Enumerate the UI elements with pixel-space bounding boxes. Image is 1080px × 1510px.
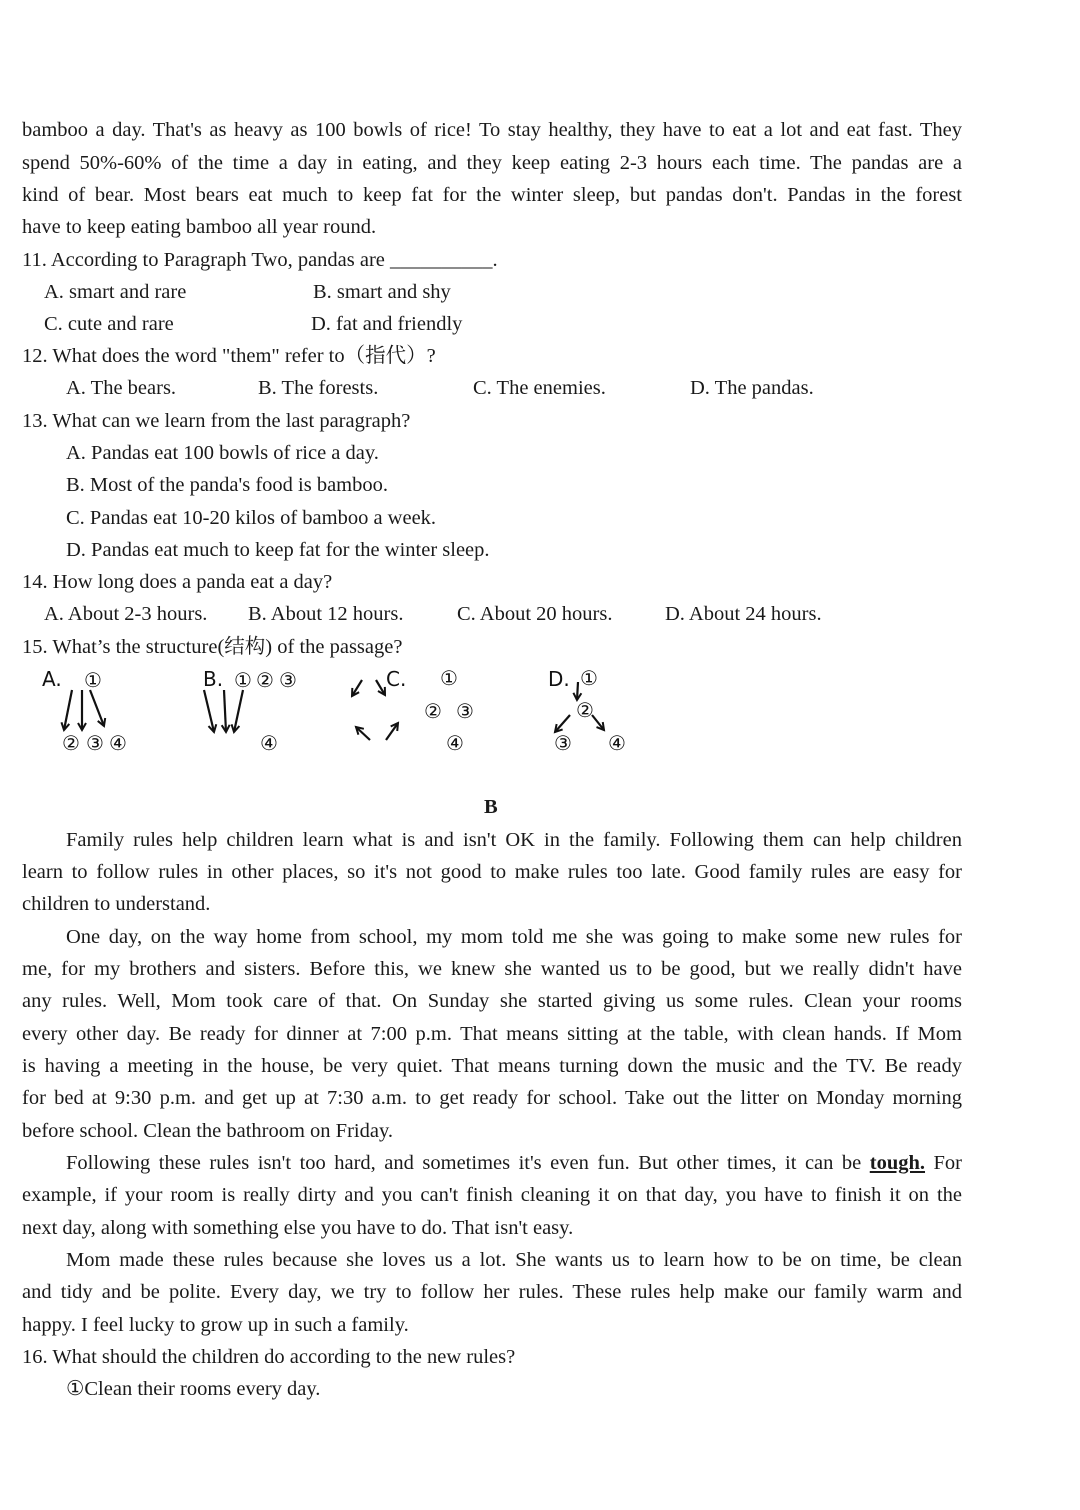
- text-line: before school. Clean the bathroom on Friday.: [22, 1120, 393, 1142]
- text-line: next day, along with something else you have to do. That isn't easy.: [22, 1217, 574, 1239]
- text-line: every other day. Be ready for dinner at 7:00 p.m. That means sitting at the table, with clean hands. If Mom: [22, 1023, 962, 1045]
- option: A. About 2-3 hours.: [44, 603, 208, 625]
- option: A. smart and rare: [44, 281, 187, 303]
- text-run: Following these rules isn't too hard, and sometimes it's even fun. But other times, it can be: [66, 1152, 870, 1174]
- node: ①: [440, 666, 458, 690]
- node: ③: [279, 668, 297, 692]
- text-line: example, if your room is really dirty and you can't finish cleaning it on that day, you have to finish it on the: [22, 1184, 962, 1206]
- text-line: children to understand.: [22, 893, 211, 915]
- text-line: is having a meeting in the house, be very quiet. That means turning down the music and the TV. Be ready: [22, 1055, 962, 1077]
- structure-diagrams: [0, 660, 700, 760]
- text-line: and tidy and be polite. Every day, we try to follow her rules. These rules help make our family warm and: [22, 1281, 962, 1303]
- text-line: spend 50%-60% of the time a day in eating, and they keep eating 2-3 hours each time. The pandas are a: [22, 152, 962, 174]
- text-line: for bed at 9:30 p.m. and get up at 7:30 a.m. to get ready for school. Take out the litter on Monday morning: [22, 1087, 962, 1109]
- statement-item: ①Clean their rooms every day.: [66, 1378, 321, 1400]
- question-stem: 12. What does the word "them" refer to（指代）?: [22, 345, 436, 367]
- question-stem: 14. How long does a panda eat a day?: [22, 571, 333, 593]
- option: C. Pandas eat 10-20 kilos of bamboo a week.: [66, 507, 437, 529]
- node: ①: [580, 666, 598, 690]
- option: B. smart and shy: [313, 281, 451, 303]
- text-line: Mom made these rules because she loves us a lot. She wants us to learn how to be on time, be clean: [66, 1249, 962, 1271]
- node: ③: [554, 731, 572, 755]
- node: ②: [256, 668, 274, 692]
- text-line: learn to follow rules in other places, so it's not good to make rules too late. Good family rules are easy for: [22, 861, 962, 883]
- text-line: [66, 1151, 962, 1175]
- question-stem: 13. What can we learn from the last paragraph?: [22, 410, 411, 432]
- text-line: bamboo a day. That's as heavy as 100 bowls of rice! To stay healthy, they have to eat a lot and eat fast. They: [22, 119, 962, 141]
- node: ③: [456, 699, 474, 723]
- text-line: kind of bear. Most bears eat much to keep fat for the winter sleep, but pandas don't. Pandas in the forest: [22, 184, 962, 206]
- node: ①: [234, 668, 252, 692]
- option: B. About 12 hours.: [248, 603, 404, 625]
- option: C. About 20 hours.: [457, 603, 613, 625]
- option: D. About 24 hours.: [665, 603, 822, 625]
- option: B. The forests.: [258, 377, 379, 399]
- option: B. Most of the panda's food is bamboo.: [66, 474, 388, 496]
- option: D. fat and friendly: [311, 313, 463, 335]
- option-label: C.: [386, 667, 407, 691]
- node: ④: [446, 731, 464, 755]
- option: C. The enemies.: [473, 377, 606, 399]
- key-word: tough.: [869, 1152, 926, 1174]
- question-stem: 15. What’s the structure(结构) of the passage?: [22, 636, 403, 658]
- node: ④: [260, 731, 278, 755]
- text-line: have to keep eating bamboo all year round.: [22, 216, 377, 238]
- text-line: Family rules help children learn what is and isn't OK in the family. Following them can help children: [66, 829, 962, 851]
- node: ④: [608, 731, 626, 755]
- node: ①: [84, 668, 102, 692]
- option: D. The pandas.: [690, 377, 814, 399]
- section-heading: B: [484, 796, 498, 818]
- node: ②: [424, 699, 442, 723]
- node: ④: [109, 731, 127, 755]
- option-label: B.: [203, 667, 224, 691]
- text-line: One day, on the way home from school, my mom told me she was going to make some new rules for: [66, 926, 962, 948]
- option: A. Pandas eat 100 bowls of rice a day.: [66, 442, 379, 464]
- option: C. cute and rare: [44, 313, 174, 335]
- option: D. Pandas eat much to keep fat for the winter sleep.: [66, 539, 490, 561]
- option-label: A.: [42, 667, 62, 691]
- question-stem: 16. What should the children do according to the new rules?: [22, 1346, 516, 1368]
- option-label: D.: [548, 667, 570, 691]
- text-line: any rules. Well, Mom took care of that. On Sunday she started giving us some rules. Clean your rooms: [22, 990, 962, 1012]
- node: ②: [576, 698, 594, 722]
- text-line: happy. I feel lucky to grow up in such a family.: [22, 1314, 409, 1336]
- text-run: For: [925, 1152, 962, 1174]
- question-stem: 11. According to Paragraph Two, pandas are __________.: [22, 249, 498, 271]
- option: A. The bears.: [66, 377, 177, 399]
- node: ②: [62, 731, 80, 755]
- node: ③: [86, 731, 104, 755]
- text-line: me, for my brothers and sisters. Before this, we knew she wanted us to be good, but we really didn't have: [22, 958, 962, 980]
